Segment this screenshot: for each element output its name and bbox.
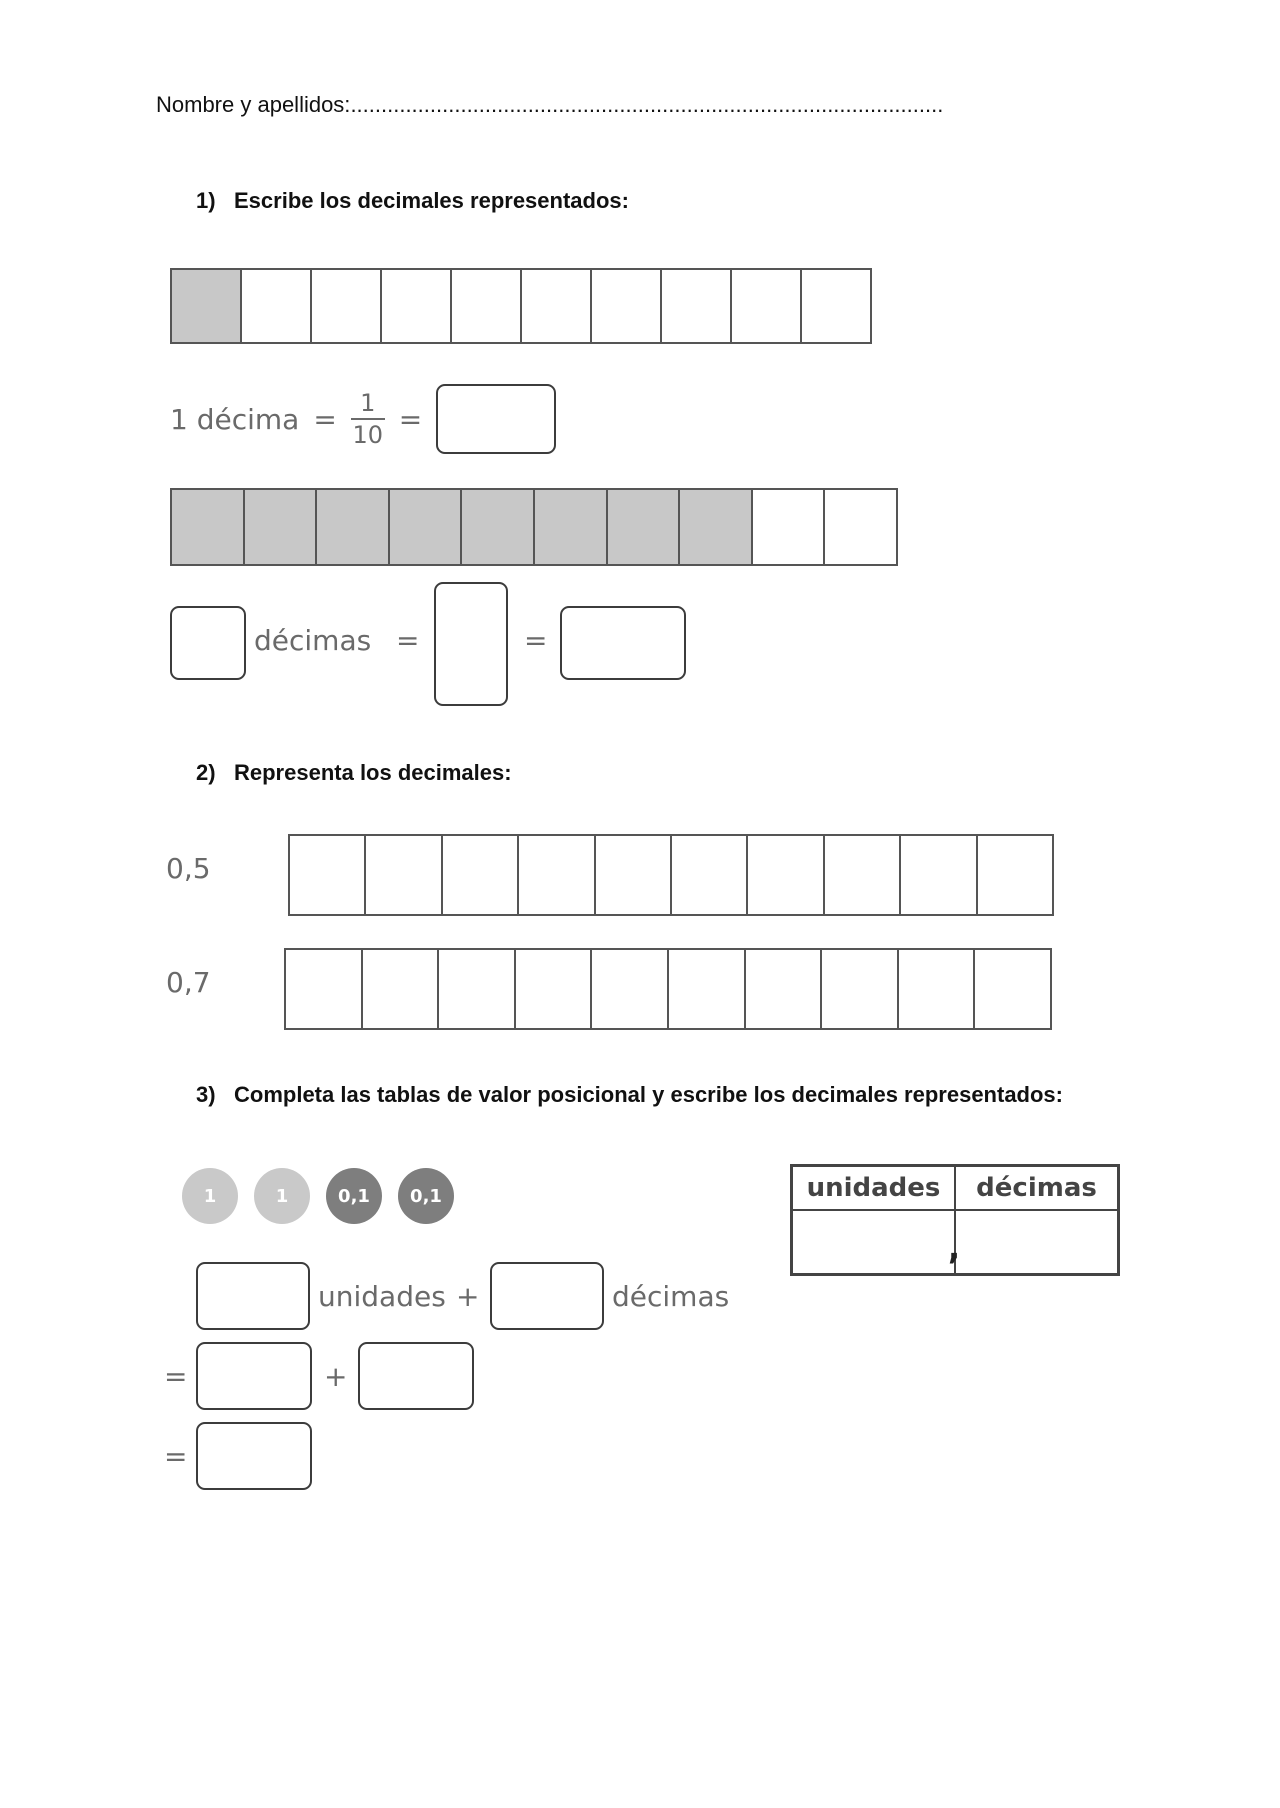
fraction-numerator: 1: [360, 389, 376, 417]
empty-cell[interactable]: [899, 950, 976, 1028]
exercise-3-heading: [196, 1082, 1063, 1108]
empty-cell[interactable]: [748, 836, 824, 914]
line-2-plus: +: [324, 1360, 348, 1393]
line-3-equals: =: [164, 1440, 188, 1473]
tenths-strip-1: [170, 268, 872, 344]
counter-row: [182, 1168, 454, 1224]
exercise-2-number: 2): [196, 760, 216, 785]
equation-2-word: décimas: [254, 624, 372, 657]
shaded-cell: [535, 490, 608, 564]
counter-tenth-1: 0,1: [326, 1168, 382, 1224]
empty-cell: [662, 270, 732, 342]
equation-1-equals: =: [313, 402, 337, 436]
empty-cell[interactable]: [669, 950, 746, 1028]
decimal-label-0-7: 0,7: [166, 966, 211, 999]
shaded-cell: [172, 490, 245, 564]
empty-cell[interactable]: [822, 950, 899, 1028]
empty-cell: [522, 270, 592, 342]
equation-2-equals-2: =: [524, 624, 548, 657]
units-value-box[interactable]: [196, 1342, 312, 1410]
empty-cell[interactable]: [516, 950, 593, 1028]
tenths-cell[interactable]: [948, 1210, 1119, 1275]
units-count-box[interactable]: [196, 1262, 310, 1330]
tenths-strip-2: [170, 488, 898, 566]
shaded-cell: [245, 490, 318, 564]
exercise-1-number: 1): [196, 188, 216, 213]
tenths-count-box-2[interactable]: [490, 1262, 604, 1330]
shaded-cell: [462, 490, 535, 564]
empty-cell[interactable]: [443, 836, 519, 914]
empty-cell: [452, 270, 522, 342]
empty-cell: [592, 270, 662, 342]
decimal-answer-box[interactable]: [560, 606, 686, 680]
empty-cell[interactable]: [596, 836, 672, 914]
counter-tenth-2: 0,1: [398, 1168, 454, 1224]
equation-1: [170, 384, 556, 454]
fraction-bar: [351, 418, 385, 420]
fraction-one-tenth: [351, 390, 385, 448]
decimal-comma: ,: [948, 1228, 961, 1267]
empty-cell[interactable]: [978, 836, 1052, 914]
counter-unit-1: 1: [182, 1168, 238, 1224]
shaded-cell: [317, 490, 390, 564]
column-tenths-header: décimas: [955, 1166, 1119, 1210]
empty-cell: [753, 490, 826, 564]
empty-cell[interactable]: [519, 836, 595, 914]
name-dots: .................................................................................................: [350, 92, 944, 117]
empty-cell[interactable]: [592, 950, 669, 1028]
tenths-word: décimas: [612, 1280, 730, 1313]
shaded-cell: [172, 270, 242, 342]
empty-cell[interactable]: [286, 950, 363, 1028]
line-1-plus: +: [456, 1280, 480, 1313]
shaded-cell: [390, 490, 463, 564]
empty-cell: [242, 270, 312, 342]
equation-1-equals-2: =: [398, 402, 423, 436]
empty-cell: [802, 270, 870, 342]
exercise-1-heading: [196, 188, 629, 214]
units-cell[interactable]: [792, 1210, 956, 1275]
name-label: Nombre y apellidos:: [156, 92, 351, 117]
empty-cell[interactable]: [366, 836, 442, 914]
fraction-denominator: 10: [352, 421, 384, 449]
exercise-3-title: Completa las tablas de valor posicional y escribe los decimales representados:: [234, 1082, 1063, 1107]
empty-cell: [825, 490, 896, 564]
equation-2-equals: =: [396, 624, 420, 657]
exercise-2-title: Representa los decimales:: [234, 760, 512, 785]
empty-cell[interactable]: [901, 836, 977, 914]
empty-cell[interactable]: [363, 950, 440, 1028]
exercise-1-title: Escribe los decimales representados:: [234, 188, 629, 213]
empty-cell[interactable]: [672, 836, 748, 914]
shaded-cell: [608, 490, 681, 564]
empty-cell[interactable]: [439, 950, 516, 1028]
representation-strip-0-7: [284, 948, 1052, 1030]
units-word: unidades: [318, 1280, 446, 1313]
name-field[interactable]: [156, 92, 943, 118]
empty-cell[interactable]: [975, 950, 1050, 1028]
counter-unit-2: 1: [254, 1168, 310, 1224]
column-units-header: unidades: [792, 1166, 956, 1210]
line-2-equals: =: [164, 1360, 188, 1393]
empty-cell: [312, 270, 382, 342]
equation-1-word: 1 décima: [170, 402, 300, 436]
total-value-box[interactable]: [196, 1422, 312, 1490]
shaded-cell: [680, 490, 753, 564]
empty-cell[interactable]: [290, 836, 366, 914]
representation-strip-0-5: [288, 834, 1054, 916]
empty-cell: [382, 270, 452, 342]
tenths-count-box[interactable]: [170, 606, 246, 680]
empty-cell[interactable]: [746, 950, 823, 1028]
decimal-label-0-5: 0,5: [166, 852, 211, 885]
answer-box-1[interactable]: [436, 384, 556, 454]
empty-cell: [732, 270, 802, 342]
place-value-table: [790, 1164, 1120, 1276]
tenths-value-box[interactable]: [358, 1342, 474, 1410]
fraction-answer-box[interactable]: [434, 582, 508, 706]
exercise-3-number: 3): [196, 1082, 216, 1107]
exercise-2-heading: [196, 760, 512, 786]
empty-cell[interactable]: [825, 836, 901, 914]
